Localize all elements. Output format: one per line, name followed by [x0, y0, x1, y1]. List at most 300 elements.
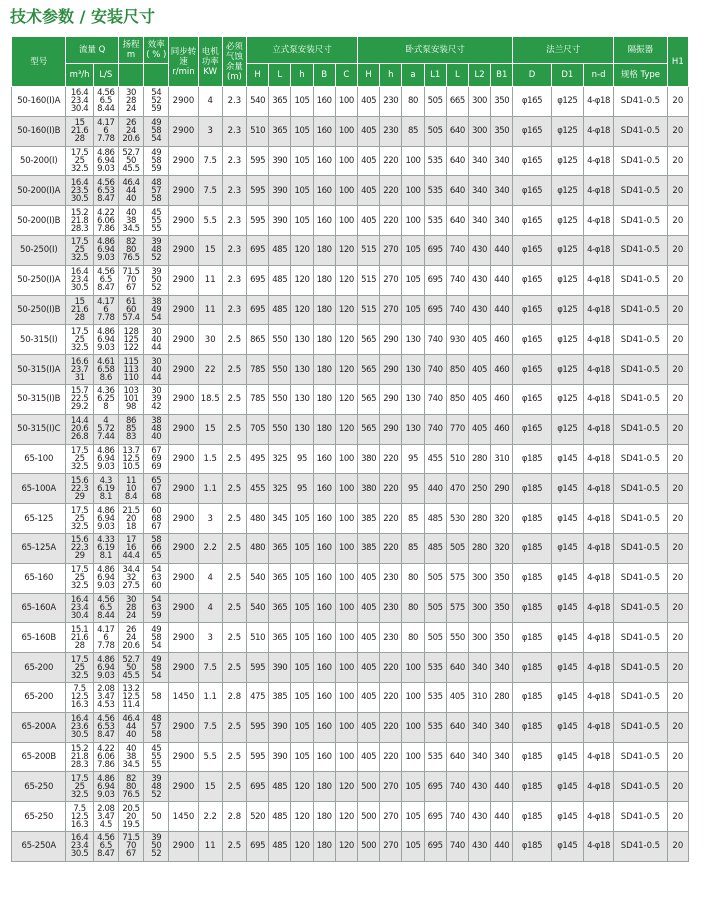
cell-head-value: 101	[123, 394, 139, 405]
page-title: 技术参数 / 安装尺寸	[10, 7, 155, 26]
cell-h-H: 405	[358, 176, 380, 206]
header-eff: 效率 ( % )	[144, 37, 169, 64]
cell-h-h: 270	[380, 235, 402, 265]
cell-head	[118, 682, 143, 712]
cell-eff-value: 50	[151, 275, 162, 286]
cell-v-H: 695	[247, 295, 269, 325]
cell-h-L: 930	[446, 325, 468, 355]
cell-v-B: 160	[313, 653, 335, 683]
cell-h-B1: 440	[491, 265, 513, 295]
cell-isolator: SD41-0.5	[614, 772, 667, 802]
cell-flow-m3h-value: 32.5	[70, 253, 89, 264]
cell-flow-ls-value: 4.86	[97, 326, 115, 337]
cell-h-a: 85	[402, 504, 424, 534]
cell-flow-ls-value: 9.03	[97, 670, 115, 681]
cell-h-h: 220	[380, 474, 402, 504]
cell-power: 4	[198, 563, 222, 593]
cell-h-B1: 280	[491, 682, 513, 712]
cell-v-B: 160	[313, 444, 335, 474]
cell-h-H: 565	[358, 414, 380, 444]
cell-v-L: 550	[269, 325, 291, 355]
cell-v-h: 105	[291, 176, 313, 206]
cell-flow-ls-value: 9.03	[97, 342, 115, 353]
cell-f-D: φ185	[513, 504, 551, 534]
cell-head	[118, 384, 143, 414]
cell-f-D: φ185	[513, 533, 551, 563]
cell-speed: 2900	[169, 474, 198, 504]
cell-head-value: 13.2	[122, 684, 140, 695]
cell-h-B1: 350	[491, 563, 513, 593]
cell-v-L: 485	[269, 265, 291, 295]
cell-flow-m3h	[66, 593, 93, 623]
cell-h-L1: 485	[424, 533, 446, 563]
table-row	[12, 742, 689, 772]
header-speed: 同步转速 r/min	[169, 37, 198, 87]
cell-v-C: 100	[335, 504, 357, 534]
table-row	[12, 563, 689, 593]
cell-npsh: 2.5	[222, 593, 246, 623]
cell-v-L: 390	[269, 176, 291, 206]
cell-head	[118, 563, 143, 593]
cell-flow-ls-value: 3.47	[97, 811, 115, 822]
cell-h-L: 575	[446, 593, 468, 623]
cell-flow-ls-value: 6	[103, 126, 109, 137]
cell-h-h: 220	[380, 176, 402, 206]
cell-h-L1: 740	[424, 384, 446, 414]
cell-v-C: 120	[335, 295, 357, 325]
cell-flow-m3h-value: 15	[74, 296, 85, 307]
cell-flow-m3h-value: 23.5	[70, 185, 89, 196]
cell-head-value: 19.5	[122, 819, 140, 830]
cell-head-value: 125	[123, 334, 139, 345]
cell-flow-m3h-value: 28.3	[70, 223, 89, 234]
cell-isolator: SD41-0.5	[614, 563, 667, 593]
cell-v-H: 510	[247, 116, 269, 146]
cell-h-h: 290	[380, 325, 402, 355]
cell-h-a: 80	[402, 87, 424, 117]
cell-v-C: 120	[335, 235, 357, 265]
table-row	[12, 295, 689, 325]
cell-h-B1: 460	[491, 355, 513, 385]
cell-eff-value: 65	[151, 551, 162, 562]
cell-flow-ls-value: 8.47	[97, 193, 115, 204]
cell-h-L2: 300	[468, 563, 490, 593]
cell-v-H: 695	[247, 235, 269, 265]
cell-power: 30	[198, 325, 222, 355]
cell-model: 50-250(I)B	[12, 295, 66, 325]
cell-eff	[144, 772, 169, 802]
cell-h-a: 105	[402, 772, 424, 802]
cell-eff	[144, 742, 169, 772]
table-row	[12, 802, 689, 832]
cell-head-value: 28	[126, 602, 137, 613]
header-power: 电机功率 KW	[198, 37, 222, 87]
cell-h-h: 230	[380, 116, 402, 146]
cell-h-L2: 430	[468, 265, 490, 295]
cell-f-D1: φ125	[551, 295, 583, 325]
cell-v-C: 100	[335, 146, 357, 176]
header-horizontal: 卧式泵安装尺寸	[358, 37, 513, 64]
cell-eff	[144, 593, 169, 623]
cell-flow-m3h	[66, 772, 93, 802]
cell-eff-value: 30	[151, 326, 162, 337]
cell-h-B1: 340	[491, 742, 513, 772]
cell-flow-m3h	[66, 116, 93, 146]
cell-v-B: 180	[313, 265, 335, 295]
cell-v-B: 160	[313, 474, 335, 504]
cell-speed: 2900	[169, 444, 198, 474]
cell-h1: 20	[667, 802, 688, 832]
cell-flow-m3h-value: 7.5	[73, 803, 86, 814]
cell-eff	[144, 533, 169, 563]
cell-power: 15	[198, 414, 222, 444]
cell-flow-m3h-value: 15.1	[70, 624, 89, 635]
cell-head-value: 34.5	[122, 223, 140, 234]
cell-h1: 20	[667, 742, 688, 772]
cell-v-B: 160	[313, 682, 335, 712]
cell-h-L: 850	[446, 355, 468, 385]
cell-npsh: 2.3	[222, 87, 246, 117]
cell-head-value: 85	[126, 424, 137, 435]
cell-flow-ls-value: 9.03	[97, 461, 115, 472]
cell-h-L1: 485	[424, 504, 446, 534]
cell-f-D: φ165	[513, 265, 551, 295]
cell-v-H: 480	[247, 533, 269, 563]
cell-h-B1: 440	[491, 295, 513, 325]
cell-v-H: 695	[247, 831, 269, 861]
cell-flow-ls-value: 6.53	[97, 722, 115, 733]
cell-flow-ls-value: 4.56	[97, 594, 115, 605]
cell-head-value: 24	[126, 104, 137, 115]
cell-h-h: 220	[380, 682, 402, 712]
cell-eff-value: 65	[151, 475, 162, 486]
cell-h-L2: 300	[468, 593, 490, 623]
cell-head-value: 13.7	[122, 445, 140, 456]
cell-h-L2: 340	[468, 146, 490, 176]
cell-eff	[144, 87, 169, 117]
cell-flow-m3h-value: 32.5	[70, 163, 89, 174]
cell-f-nd: 4-φ18	[583, 414, 613, 444]
cell-v-H: 705	[247, 414, 269, 444]
cell-flow-m3h-value: 25	[74, 573, 85, 584]
cell-v-L: 390	[269, 712, 291, 742]
cell-h-B1: 350	[491, 623, 513, 653]
cell-flow-ls-value: 4.17	[97, 296, 115, 307]
cell-flow-m3h	[66, 325, 93, 355]
header-h-h: h	[380, 64, 402, 87]
cell-flow-ls-value: 6.94	[97, 334, 115, 345]
cell-v-H: 595	[247, 146, 269, 176]
cell-eff-value: 44	[151, 342, 162, 353]
cell-v-H: 695	[247, 772, 269, 802]
cell-flow-m3h-value: 30.4	[70, 104, 89, 115]
cell-isolator: SD41-0.5	[614, 444, 667, 474]
cell-f-D1: φ145	[551, 653, 583, 683]
cell-v-h: 95	[291, 474, 313, 504]
cell-eff	[144, 623, 169, 653]
header-v-C: C	[335, 64, 357, 87]
cell-h-h: 290	[380, 414, 402, 444]
cell-flow-m3h	[66, 623, 93, 653]
cell-speed: 2900	[169, 384, 198, 414]
cell-f-D: φ165	[513, 325, 551, 355]
cell-h-a: 100	[402, 682, 424, 712]
cell-flow-m3h-value: 28.3	[70, 759, 89, 770]
cell-h-L1: 695	[424, 295, 446, 325]
cell-eff	[144, 802, 169, 832]
cell-f-D1: φ145	[551, 802, 583, 832]
table-row	[12, 474, 689, 504]
cell-speed: 2900	[169, 831, 198, 861]
cell-flow-m3h-value: 17.5	[70, 505, 89, 516]
cell-head-value: 46.4	[122, 714, 140, 725]
cell-v-C: 120	[335, 265, 357, 295]
cell-eff-value: 55	[151, 751, 162, 762]
cell-eff-value: 48	[151, 245, 162, 256]
cell-npsh: 2.5	[222, 384, 246, 414]
cell-h-h: 270	[380, 772, 402, 802]
cell-head-value: 20.6	[122, 640, 140, 651]
cell-npsh: 2.5	[222, 474, 246, 504]
cell-head	[118, 474, 143, 504]
cell-head-value: 103	[123, 386, 139, 397]
cell-h-H: 405	[358, 593, 380, 623]
cell-power: 11	[198, 295, 222, 325]
cell-flow-m3h	[66, 265, 93, 295]
cell-model: 65-125	[12, 504, 66, 534]
cell-h-B1: 340	[491, 176, 513, 206]
cell-h-L2: 340	[468, 176, 490, 206]
cell-h-L2: 430	[468, 295, 490, 325]
cell-power: 15	[198, 235, 222, 265]
cell-flow-m3h-value: 23.6	[70, 722, 89, 733]
cell-speed: 2900	[169, 563, 198, 593]
header-f-nd: n-d	[583, 64, 613, 87]
cell-flow-ls-value: 4.36	[97, 386, 115, 397]
cell-eff-value: 50	[151, 841, 162, 852]
cell-v-H: 540	[247, 593, 269, 623]
cell-h-a: 95	[402, 474, 424, 504]
cell-flow-ls	[93, 325, 118, 355]
cell-flow-m3h-value: 16.6	[70, 356, 89, 367]
cell-eff-value: 58	[151, 126, 162, 137]
cell-eff-value: 50	[151, 811, 162, 822]
cell-v-C: 100	[335, 682, 357, 712]
cell-flow-ls-value: 6.06	[97, 751, 115, 762]
cell-h1: 20	[667, 831, 688, 861]
cell-head-value: 50	[126, 155, 137, 166]
cell-flow-ls-value: 4.56	[97, 177, 115, 188]
cell-flow-m3h	[66, 504, 93, 534]
cell-h-L: 470	[446, 474, 468, 504]
cell-model: 65-200A	[12, 712, 66, 742]
cell-flow-m3h-value: 17.5	[70, 326, 89, 337]
cell-h-H: 405	[358, 623, 380, 653]
cell-speed: 2900	[169, 712, 198, 742]
cell-v-L: 365	[269, 533, 291, 563]
cell-v-C: 100	[335, 623, 357, 653]
cell-v-h: 105	[291, 533, 313, 563]
cell-f-nd: 4-φ18	[583, 444, 613, 474]
cell-flow-ls-value: 3.47	[97, 692, 115, 703]
cell-eff-value: 54	[151, 565, 162, 576]
cell-flow-m3h-value: 16.4	[70, 594, 89, 605]
cell-h-L: 770	[446, 414, 468, 444]
cell-h-B1: 440	[491, 831, 513, 861]
cell-flow-m3h-value: 26.8	[70, 432, 89, 443]
cell-v-h: 120	[291, 295, 313, 325]
cell-h-L: 640	[446, 742, 468, 772]
cell-h-H: 380	[358, 444, 380, 474]
cell-head	[118, 504, 143, 534]
cell-head	[118, 295, 143, 325]
cell-head-value: 44	[126, 722, 137, 733]
header-h-L: L	[446, 64, 468, 87]
cell-eff	[144, 504, 169, 534]
cell-speed: 2900	[169, 355, 198, 385]
cell-h-B1: 350	[491, 593, 513, 623]
table-row	[12, 831, 689, 861]
cell-head-value: 45.5	[122, 163, 140, 174]
cell-npsh: 2.5	[222, 742, 246, 772]
cell-head-value: 70	[126, 841, 137, 852]
cell-head-value: 76.5	[122, 789, 140, 800]
cell-h-H: 405	[358, 712, 380, 742]
cell-v-h: 120	[291, 802, 313, 832]
cell-flow-m3h	[66, 712, 93, 742]
header-npsh: 必须气蚀余量 (m)	[222, 37, 246, 87]
cell-head	[118, 623, 143, 653]
cell-npsh: 2.5	[222, 355, 246, 385]
cell-flow-m3h-value: 32.5	[70, 581, 89, 592]
cell-flow-m3h-value: 21.8	[70, 215, 89, 226]
header-h-H: H	[358, 64, 380, 87]
cell-flow-ls-value: 7.78	[97, 134, 115, 145]
cell-flow-m3h-value: 16.3	[70, 700, 89, 711]
cell-flow-ls-value: 8.1	[99, 551, 112, 562]
cell-h-a: 95	[402, 444, 424, 474]
cell-flow-m3h	[66, 414, 93, 444]
header-h-B1: B1	[491, 64, 513, 87]
cell-head-value: 40	[126, 743, 137, 754]
cell-flow-m3h-value: 15.6	[70, 475, 89, 486]
cell-f-D: φ165	[513, 176, 551, 206]
cell-eff	[144, 384, 169, 414]
cell-f-D: φ185	[513, 682, 551, 712]
cell-f-D: φ165	[513, 355, 551, 385]
cell-npsh: 2.3	[222, 116, 246, 146]
cell-isolator: SD41-0.5	[614, 325, 667, 355]
cell-v-H: 475	[247, 682, 269, 712]
cell-h-a: 100	[402, 206, 424, 236]
cell-head-value: 80	[126, 245, 137, 256]
cell-f-D: φ165	[513, 87, 551, 117]
cell-head-value: 44.4	[122, 551, 140, 562]
cell-h-L2: 300	[468, 87, 490, 117]
cell-v-h: 105	[291, 87, 313, 117]
header-model: 型号	[12, 37, 66, 87]
cell-flow-ls-value: 4.86	[97, 773, 115, 784]
cell-f-nd: 4-φ18	[583, 802, 613, 832]
cell-flow-m3h-value: 23.4	[70, 275, 89, 286]
cell-eff	[144, 474, 169, 504]
cell-eff-value: 39	[151, 394, 162, 405]
cell-head-value: 67	[126, 283, 137, 294]
cell-speed: 1450	[169, 802, 198, 832]
cell-speed: 2900	[169, 504, 198, 534]
cell-h-L: 640	[446, 712, 468, 742]
cell-v-L: 550	[269, 355, 291, 385]
cell-flow-m3h-value: 16.3	[70, 819, 89, 830]
cell-f-D: φ185	[513, 742, 551, 772]
cell-flow-ls	[93, 414, 118, 444]
cell-h1: 20	[667, 414, 688, 444]
cell-f-nd: 4-φ18	[583, 384, 613, 414]
cell-v-h: 105	[291, 116, 313, 146]
cell-npsh: 2.8	[222, 682, 246, 712]
cell-speed: 2900	[169, 653, 198, 683]
cell-eff-value: 63	[151, 573, 162, 584]
cell-flow-m3h-value: 16.4	[70, 833, 89, 844]
cell-v-L: 325	[269, 474, 291, 504]
cell-model: 50-200(I)	[12, 146, 66, 176]
cell-flow-ls	[93, 712, 118, 742]
cell-v-B: 160	[313, 87, 335, 117]
cell-v-L: 365	[269, 623, 291, 653]
cell-head-value: 82	[126, 237, 137, 248]
cell-flow-ls-value: 4.56	[97, 833, 115, 844]
cell-v-L: 550	[269, 414, 291, 444]
cell-isolator: SD41-0.5	[614, 265, 667, 295]
cell-v-h: 105	[291, 682, 313, 712]
cell-h-L2: 405	[468, 414, 490, 444]
header-head: 扬程 m	[118, 37, 143, 64]
cell-v-B: 180	[313, 384, 335, 414]
cell-v-B: 180	[313, 325, 335, 355]
cell-f-D: φ165	[513, 384, 551, 414]
cell-flow-ls	[93, 802, 118, 832]
cell-v-H: 455	[247, 474, 269, 504]
cell-head-value: 34.5	[122, 759, 140, 770]
cell-model: 50-200(I)A	[12, 176, 66, 206]
table-row	[12, 206, 689, 236]
cell-f-nd: 4-φ18	[583, 742, 613, 772]
cell-h1: 20	[667, 712, 688, 742]
cell-f-D1: φ145	[551, 772, 583, 802]
cell-speed: 2900	[169, 325, 198, 355]
cell-power: 2.2	[198, 802, 222, 832]
cell-eff-value: 40	[151, 432, 162, 443]
cell-flow-m3h	[66, 235, 93, 265]
cell-flow-ls	[93, 682, 118, 712]
cell-speed: 2900	[169, 533, 198, 563]
cell-h1: 20	[667, 87, 688, 117]
cell-flow-ls-value: 8.47	[97, 283, 115, 294]
cell-flow-m3h-value: 29	[74, 551, 85, 562]
cell-v-C: 100	[335, 533, 357, 563]
cell-flow-ls	[93, 265, 118, 295]
cell-v-h: 105	[291, 504, 313, 534]
cell-flow-ls	[93, 653, 118, 683]
cell-h-L: 640	[446, 206, 468, 236]
cell-eff-value: 57	[151, 722, 162, 733]
cell-v-B: 180	[313, 414, 335, 444]
cell-flow-ls-value: 4.86	[97, 654, 115, 665]
cell-flow-ls-value: 8.1	[99, 491, 112, 502]
cell-v-B: 160	[313, 712, 335, 742]
cell-h-L1: 740	[424, 355, 446, 385]
cell-v-h: 130	[291, 355, 313, 385]
